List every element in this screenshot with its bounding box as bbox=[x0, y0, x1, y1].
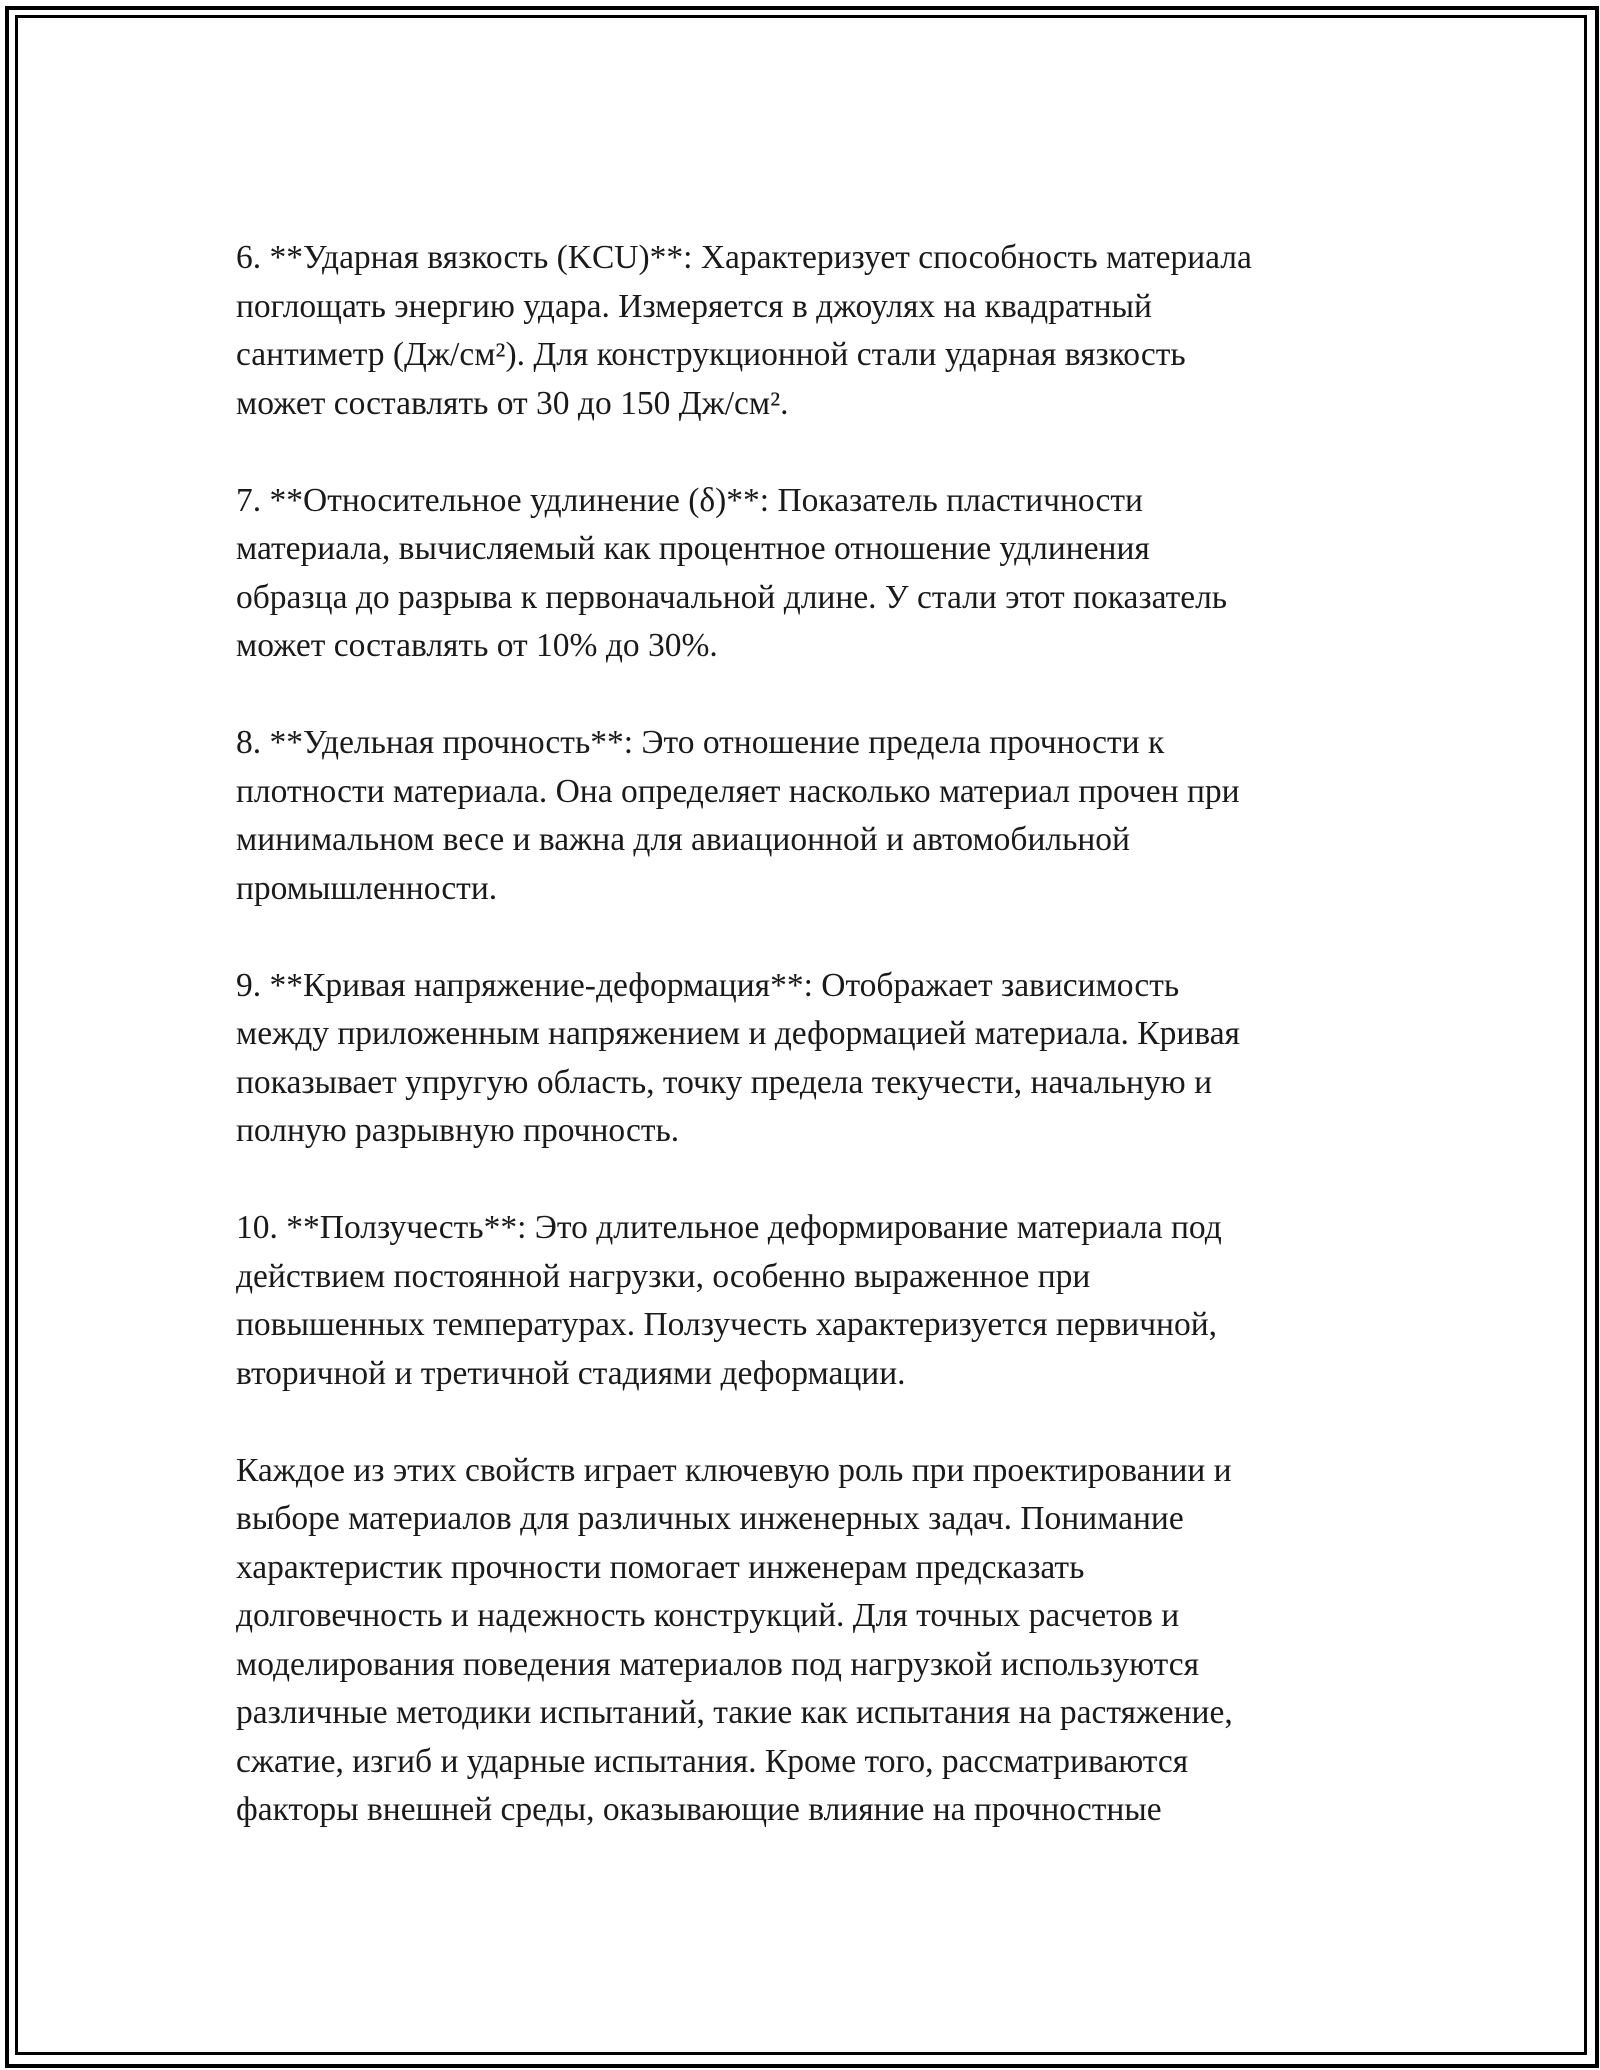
text-line: промышленности. bbox=[236, 869, 498, 907]
paragraph-impact-toughness bbox=[236, 234, 1386, 428]
text-line: образца до разрыва к первоначальной длине. У стали этот показатель bbox=[236, 578, 1228, 616]
document-body bbox=[236, 234, 1386, 1835]
text-line: выборе материалов для различных инженерных задач. Понимание bbox=[236, 1500, 1184, 1537]
text-line: повышенных температурах. Ползучесть характеризуется первичной, bbox=[236, 1306, 1218, 1343]
text-line: материала, вычисляемый как процентное отношение удлинения bbox=[236, 530, 1150, 567]
text-line: 10. **Ползучесть**: Это длительное деформирование материала под bbox=[236, 1209, 1222, 1246]
text-line: 8. **Удельная прочность**: Это отношение предела прочности к bbox=[236, 724, 1165, 761]
text-line: сжатие, изгиб и ударные испытания. Кроме того, рассматриваются bbox=[236, 1742, 1189, 1780]
text-line: поглощать энергию удара. Измеряется в джоулях на квадратный bbox=[236, 287, 1152, 325]
text-line: 9. **Кривая напряжение-деформация**: Отображает зависимость bbox=[236, 966, 1180, 1004]
text-line: плотности материала. Она определяет насколько материал прочен при bbox=[236, 772, 1240, 810]
text-line: долговечность и надежность конструкций. Для точных расчетов и bbox=[236, 1597, 1180, 1634]
paragraph-specific-strength bbox=[236, 719, 1386, 913]
text-line: сантиметр (Дж/см²). Для конструкционной стали ударная вязкость bbox=[236, 336, 1186, 373]
text-line: между приложенным напряжением и деформацией материала. Кривая bbox=[236, 1015, 1240, 1052]
paragraph-conclusion bbox=[236, 1447, 1386, 1835]
text-line: факторы внешней среды, оказывающие влияние на прочностные bbox=[236, 1791, 1162, 1828]
text-line: показывает упругую область, точку предела текучести, начальную и bbox=[236, 1063, 1212, 1101]
text-line: действием постоянной нагрузки, особенно выраженное при bbox=[236, 1257, 1091, 1295]
text-line: Каждое из этих свойств играет ключевую роль при проектировании и bbox=[236, 1451, 1232, 1489]
paragraph-creep bbox=[236, 1204, 1386, 1398]
text-line: характеристик прочности помогает инженерам предсказать bbox=[236, 1548, 1085, 1586]
paragraph-elongation bbox=[236, 477, 1386, 671]
text-line: может составлять от 30 до 150 Дж/см². bbox=[236, 384, 789, 422]
text-line: 7. **Относительное удлинение (δ)**: Показатель пластичности bbox=[236, 481, 1143, 519]
text-line: полную разрывную прочность. bbox=[236, 1112, 680, 1149]
text-line: различные методики испытаний, такие как испытания на растяжение, bbox=[236, 1694, 1233, 1731]
text-line: 6. **Ударная вязкость (KCU)**: Характеризует способность материала bbox=[236, 239, 1252, 276]
text-line: моделирования поведения материалов под нагрузкой используются bbox=[236, 1645, 1199, 1683]
text-line: минимальном весе и важна для авиационной и автомобильной bbox=[236, 821, 1130, 858]
text-line: вторичной и третичной стадиями деформации. bbox=[236, 1354, 906, 1392]
paragraph-stress-strain-curve bbox=[236, 962, 1386, 1156]
text-line: может составлять от 10% до 30%. bbox=[236, 627, 718, 664]
